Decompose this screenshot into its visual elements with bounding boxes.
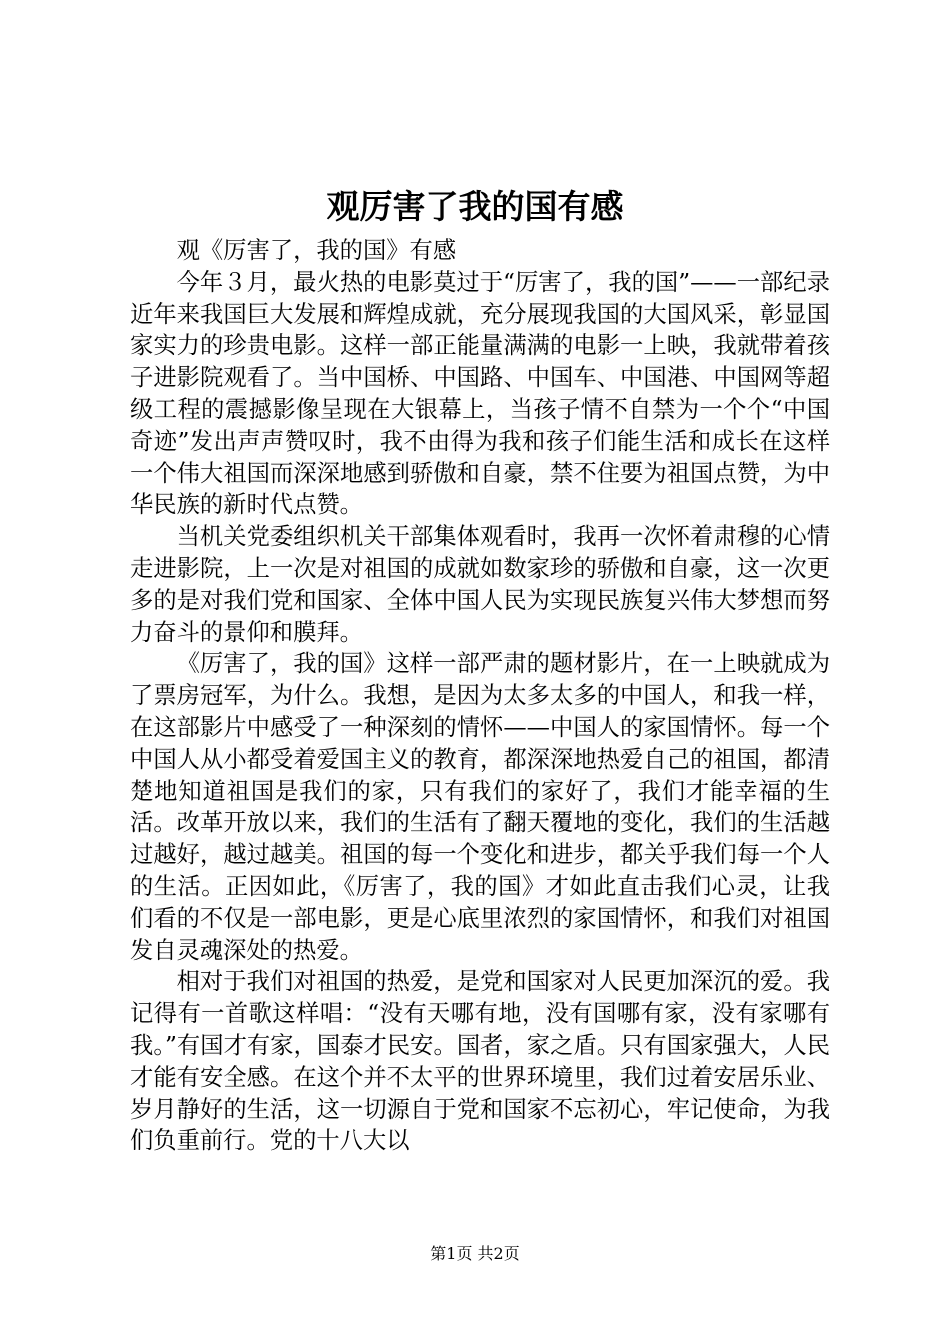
paragraph-3: 《厉害了，我的国》这样一部严肃的题材影片，在一上映就成为了票房冠军，为什么。我想，是因为太多太多的中国人，和我一样，在这部影片中感受了一种深刻的情怀——中国人的家国情怀。每一个中国人从小都受着爱国主义的教育，都深深地热爱自己的祖国，都清楚地知道祖国是我们的家，只有我们的家好了，我们才能幸福的生活。改革开放以来，我们的生活有了翻天覆地的变化，我们的生活越过越好，越过越美。祖国的每一个变化和进步，都关乎我们每一个人的生活。正因如此，《厉害了，我的国》才如此直击我们心灵，让我们看的不仅是一部电影，更是心底里浓烈的家国情怀，和我们对祖国发自灵魂深处的热爱。 <box>130 650 830 964</box>
document-title: 观厉害了我的国有感 <box>326 187 624 226</box>
page-footer: 第1页 共2页 <box>430 1244 520 1263</box>
paragraph-1: 今年３月，最火热的电影莫过于“厉害了，我的国”——一部纪录近年来我国巨大发展和辉煌成就，充分展现我国的大国风采，彰显国家实力的珍贵电影。这样一部正能量满满的电影一上映，我就带着孩子进影院观看了。当中国桥、中国路、中国车、中国港、中国网等超级工程的震撼影像呈现在大银幕上，当孩子情不自禁为一个个“中国奇迹”发出声声赞叹时，我不由得为我和孩子们能生活和成长在这样一个伟大祖国而深深地感到骄傲和自豪，禁不住要为祖国点赞，为中华民族的新时代点赞。 <box>130 268 830 519</box>
paragraph-4: 相对于我们对祖国的热爱，是党和国家对人民更加深沉的爱。我记得有一首歌这样唱：“没有天哪有地，没有国哪有家，没有家哪有我。”有国才有家，国泰才民安。国者，家之盾。只有国家强大，人民才能有安全感。在这个并不太平的世界环境里，我们过着安居乐业、岁月静好的生活，这一切源自于党和国家不忘初心，牢记使命，为我们负重前行。党的十八大以 <box>130 968 830 1155</box>
document-body <box>130 235 830 1157</box>
paragraph-2: 当机关党委组织机关干部集体观看时，我再一次怀着肃穆的心情走进影院，上一次是对祖国的成就如数家珍的骄傲和自豪，这一次更多的是对我们党和国家、全体中国人民为实现民族复兴伟大梦想而努力奋斗的景仰和膜拜。 <box>130 523 830 646</box>
paragraph-subtitle: 观《厉害了，我的国》有感 <box>176 237 457 264</box>
